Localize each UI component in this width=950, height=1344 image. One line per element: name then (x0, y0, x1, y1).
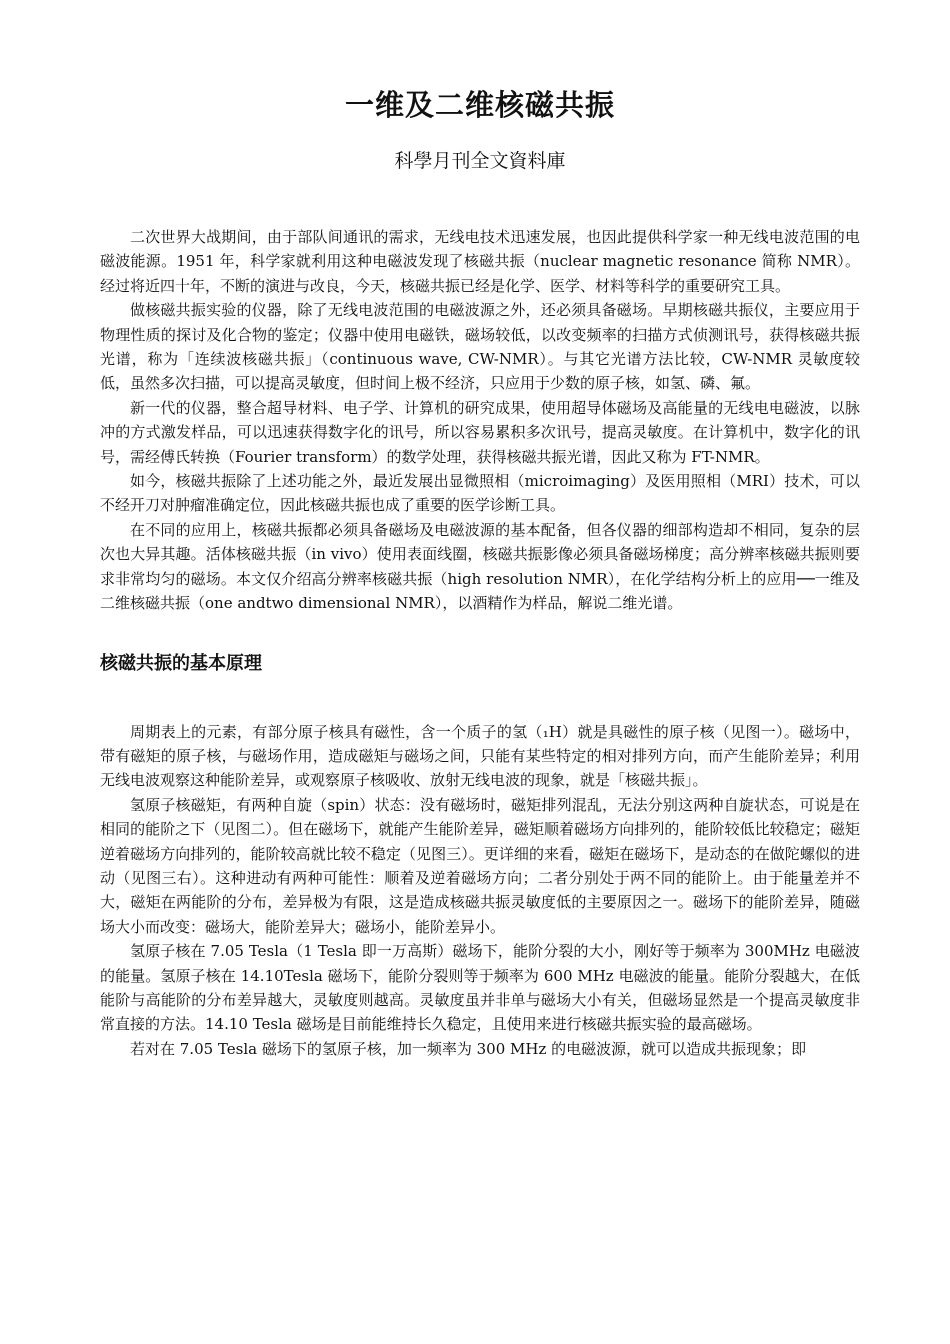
paragraph: 周期表上的元素，有部分原子核具有磁性，含一个质子的氢（₁H）就是具磁性的原子核（见图一）。磁场中，带有磁矩的原子核，与磁场作用，造成磁矩与磁场之间，只能有某些特定的相对排列方向，而产生能阶差异；利用无线电波观察这种能阶差异，或观察原子核吸收、放射无线电波的现象，就是「核磁共振」。 (100, 722, 860, 790)
paragraph: 新一代的仪器，整合超导材料、电子学、计算机的研究成果，使用超导体磁场及高能量的无线电电磁波，以脉冲的方式激发样品，可以迅速获得数字化的讯号，所以容易累积多次讯号，提高灵敏度。在计算机中，数字化的讯号，需经傅氏转换（Fourier transform）的数学处理，获得核磁共振光谱，因此又称为 FT-NMR。 (100, 398, 860, 466)
paragraph: 如今，核磁共振除了上述功能之外，最近发展出显微照相（microimaging）及医用照相（MRI）技术，可以不经开刀对肿瘤准确定位，因此核磁共振也成了重要的医学诊断工具。 (100, 472, 860, 515)
paragraph: 氢原子核在 7.05 Tesla（1 Tesla 即一万高斯）磁场下，能阶分裂的大小，刚好等于频率为 300MHz 电磁波的能量。氢原子核在 14.10Tesla 磁场下，能阶分裂则等于频率为 600 MHz 电磁波的能量。能阶分裂越大，在低能阶与高能阶的分布差异越大，灵敏度则越高。灵敏度虽并非单与磁场大小有关，但磁场显然是一个提高灵敏度非常直接的方法。14.10 Tesla 磁场是目前能维持长久稳定，且使用来进行核磁共振实验的最高磁场。 (100, 942, 860, 1034)
document-title: 一维及二维核磁共振 (344, 88, 615, 122)
paragraph: 若对在 7.05 Tesla 磁场下的氢原子核，加一频率为 300 MHz 的电磁波源，就可以造成共振现象；即 (130, 1039, 807, 1058)
paragraph: 做核磁共振实验的仪器，除了无线电波范围的电磁波源之外，还必须具备磁场。早期核磁共振仪，主要应用于物理性质的探讨及化合物的鉴定；仪器中使用电磁铁，磁场较低，以改变频率的扫描方式侦测讯号，获得核磁共振光谱，称为「连续波核磁共振」（continuous wave, CW-NMR）。与其它光谱方法比较，CW-NMR 灵敏度较低，虽然多次扫描，可以提高灵敏度，但时间上极不经济，只应用于少数的原子核，如氢、磷、氟。 (100, 301, 860, 393)
paragraph: 氢原子核磁矩，有两种自旋（spin）状态：没有磁场时，磁矩排列混乱，无法分别这两种自旋状态，可说是在相同的能阶之下（见图二）。但在磁场下，就能产生能阶差异，磁矩顺着磁场方向排列的，能阶较低比较稳定；磁矩逆着磁场方向排列的，能阶较高就比较不稳定（见图三）。更详细的来看，磁矩在磁场下，是动态的在做陀螺似的进动（见图三右）。这种进动有两种可能性：顺着及逆着磁场方向；二者分别处于两不同的能阶上。由于能量差并不大，磁矩在两能阶的分布，差异极为有限，这是造成核磁共振灵敏度低的主要原因之一。磁场下的能阶差异，随磁场大小而改变：磁场大，能阶差异大；磁场小，能阶差异小。 (100, 795, 860, 936)
document-page (100, 0, 860, 1061)
paragraph: 二次世界大战期间，由于部队间通讯的需求，无线电技术迅速发展，也因此提供科学家一种无线电波范围的电磁波能源。1951 年，科学家就利用这种电磁波发现了核磁共振（nuclear magnetic resonance 简称 NMR）。经过将近四十年，不断的演进与改良，今天，核磁共振已经是化学、医学、材料等科学的重要研究工具。 (100, 228, 860, 295)
document-subtitle: 科學月刊全文資料庫 (394, 150, 566, 172)
section-body (100, 720, 860, 1062)
intro-section (100, 225, 860, 616)
paragraph: 在不同的应用上，核磁共振都必须具备磁场及电磁波源的基本配备，但各仪器的细部构造却不相同，复杂的层次也大异其趣。活体核磁共振（in vivo）使用表面线圈，核磁共振影像必须具备磁场梯度；高分辨率核磁共振则要求非常均匀的磁场。本文仅介绍高分辨率核磁共振（high resolution NMR），在化学结构分析上的应用──一维及二维核磁共振（one andtwo dimensional NMR），以酒精作为样品，解说二维光谱。 (100, 520, 860, 613)
section-heading: 核磁共振的基本原理 (100, 652, 262, 674)
